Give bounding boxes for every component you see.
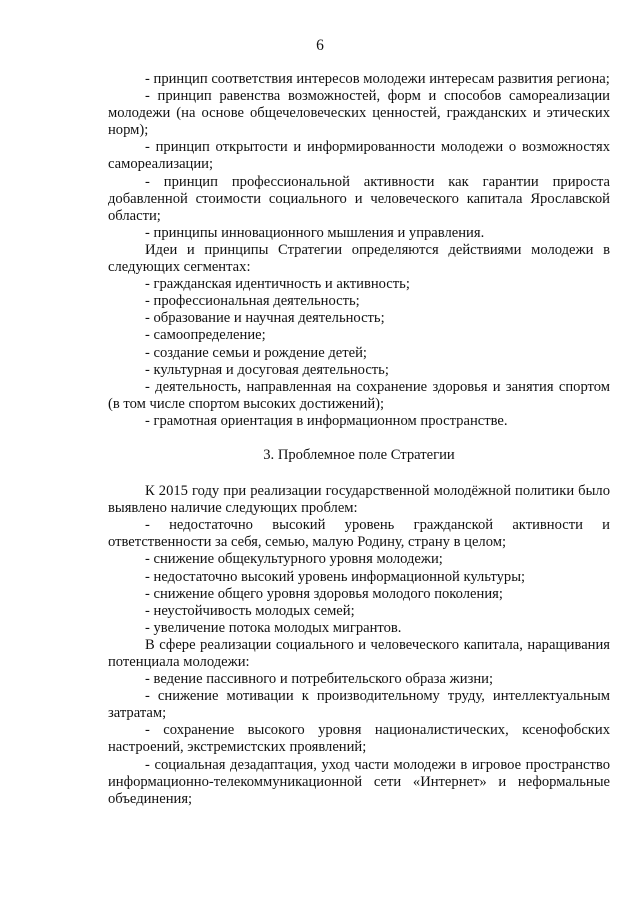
paragraph: - принцип соответствия интересов молодежи интересам развития региона; [145, 71, 610, 87]
paragraph: - принцип открытости и информированности молодежи о возможностях самореализации; [108, 139, 610, 173]
paragraph: - создание семьи и рождение детей; [145, 344, 367, 361]
paragraph: - грамотная ориентация в информационном пространстве. [145, 412, 508, 429]
paragraph: - гражданская идентичность и активность; [145, 276, 410, 293]
spacer [108, 464, 610, 483]
paragraph: - социальная дезадаптация, уход части молодежи в игровое пространство информационно-телекоммуникационной сети «Интернет» и неформальные объединения; [108, 756, 610, 807]
paragraph: - увеличение потока молодых мигрантов. [145, 619, 402, 636]
paragraph: - самоопределение; [145, 327, 266, 344]
paragraph: - снижение общего уровня здоровья молодого поколения; [145, 585, 503, 602]
paragraph: - принцип равенства возможностей, форм и способов самореализации молодежи (на основе общечеловеческих ценностей, гражданских и этических норм); [108, 88, 610, 139]
paragraph: - культурная и досуговая деятельность; [145, 361, 389, 378]
paragraph: - профессиональная деятельность; [145, 293, 360, 310]
paragraph: - снижение общекультурного уровня молодежи; [145, 551, 443, 568]
page-number: 6 [316, 37, 324, 54]
document-body [108, 71, 610, 808]
paragraph: - недостаточно высокий уровень информационной культуры; [145, 568, 526, 585]
paragraph: - ведение пассивного и потребительского образа жизни; [145, 671, 494, 688]
paragraph: - образование и научная деятельность; [145, 310, 385, 327]
paragraph: - неустойчивость молодых семей; [145, 602, 355, 619]
paragraph: Идеи и принципы Стратегии определяются действиями молодежи в следующих сегментах: [108, 241, 610, 276]
paragraph: - принцип профессиональной активности как гарантии прироста добавленной стоимости социального и человеческого капитала Ярославской области; [108, 173, 610, 224]
paragraph: К 2015 году при реализации государственной молодёжной политики было выявлено наличие следующих проблем: [108, 483, 610, 517]
spacer [108, 430, 610, 447]
paragraph: В сфере реализации социального и человеческого капитала, наращивания потенциала молодежи: [108, 636, 610, 670]
paragraph: - снижение мотивации к производительному труду, интеллектуальным затратам; [108, 688, 610, 722]
paragraph: - деятельность, направленная на сохранение здоровья и занятия спортом (в том числе спортом высоких достижений); [108, 378, 610, 412]
section-heading: 3. Проблемное поле Стратегии [263, 446, 455, 463]
paragraph: - принципы инновационного мышления и управления. [145, 224, 485, 241]
paragraph: - недостаточно высокий уровень гражданской активности и ответственности за себя, семью, малую Родину, страну в целом; [108, 517, 610, 551]
paragraph: - сохранение высокого уровня националистических, ксенофобских настроений, экстремистских проявлений; [108, 722, 610, 756]
